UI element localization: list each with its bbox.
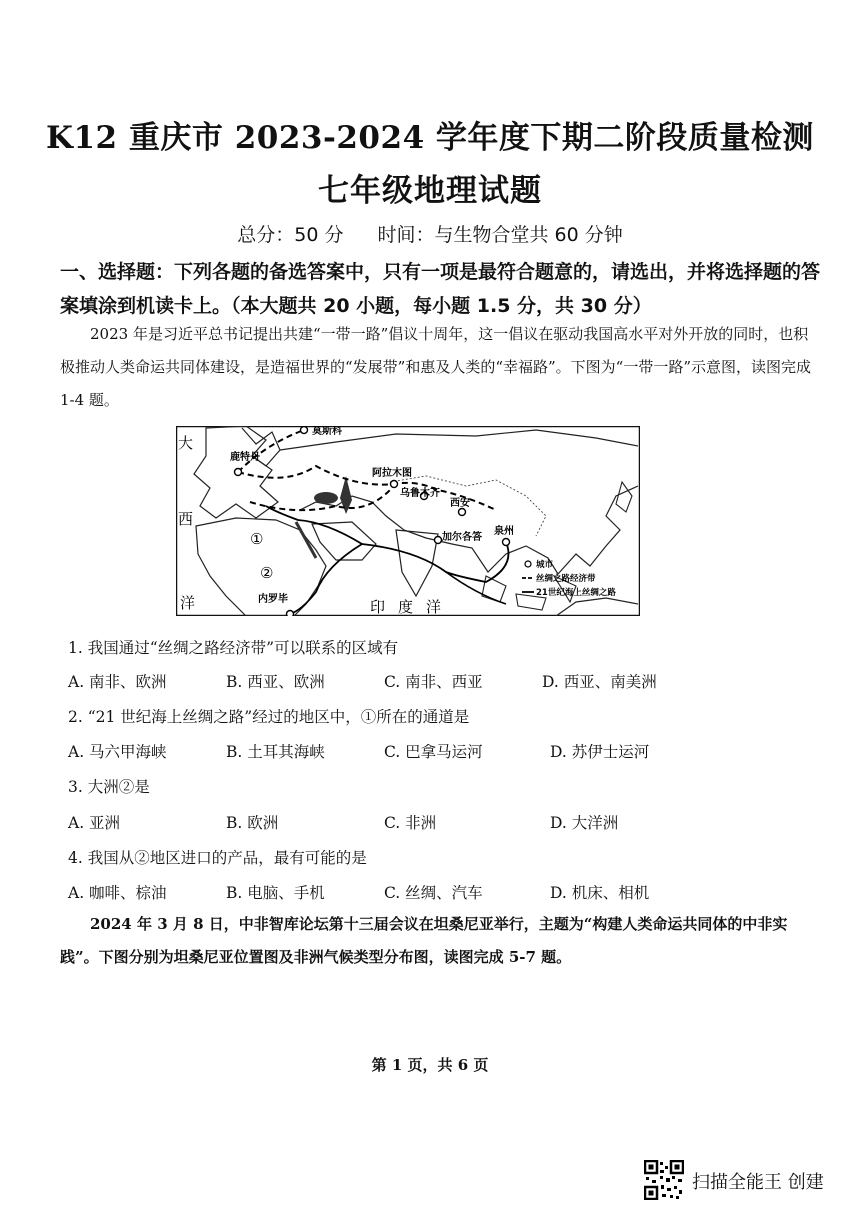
label-almaty: 阿拉木图 (372, 468, 412, 479)
label-mark-1: ① (250, 530, 264, 548)
exam-meta (0, 220, 860, 247)
legend-road: 21世纪海上丝绸之路 (536, 588, 616, 598)
q4-option-c[interactable]: C. 丝绸、汽车 (384, 884, 483, 902)
score-info: 总分：50 分 (237, 224, 344, 246)
q2-option-c[interactable]: C. 巴拿马运河 (384, 743, 483, 761)
q4-option-b[interactable]: B. 电脑、手机 (226, 884, 325, 902)
label-ocean-xi: 西 (178, 510, 194, 528)
q2-option-a[interactable]: A. 马六甲海峡 (68, 743, 167, 761)
label-kolkata: 加尔各答 (442, 532, 482, 543)
label-mark-2: ② (260, 564, 274, 582)
scanner-watermark (644, 1160, 844, 1200)
label-ocean-yang: 洋 (180, 594, 196, 612)
question-3: 3. 大洲②是 (68, 778, 150, 796)
legend-city: 城市 (536, 560, 554, 570)
q4-option-a[interactable]: A. 咖啡、棕油 (68, 884, 167, 902)
intro-paragraph-1: 2023 年是习近平总书记提出共建“一带一路”倡议十周年，这一倡议在驱动我国高水平对外开放的同时，也积极推动人类命运共同体建设，是造福世界的“发展带”和惠及人类的“幸福路”。下图为“一带一路”示意图，读图完成 1-4 题。 (60, 325, 812, 409)
page-number: 第 1 页，共 6 页 (371, 1056, 489, 1074)
label-ocean-yin: 印 (370, 598, 386, 616)
q3-option-b[interactable]: B. 欧洲 (226, 814, 279, 832)
legend-belt: 丝绸之路经济带 (536, 574, 596, 584)
q3-option-c[interactable]: C. 非洲 (384, 814, 437, 832)
q3-option-a[interactable]: A. 亚洲 (68, 814, 121, 832)
question-2: 2. “21 世纪海上丝绸之路”经过的地区中，①所在的通道是 (68, 708, 470, 726)
belt-and-road-map (176, 426, 640, 616)
q3-option-d[interactable]: D. 大洋洲 (550, 814, 619, 832)
q1-option-a[interactable]: A. 南非、欧洲 (68, 673, 167, 691)
label-ocean-yang2: 洋 (426, 598, 442, 616)
page-subtitle: 七年级地理试题 (318, 173, 542, 209)
label-xian: 西安 (450, 498, 470, 509)
q2-option-b[interactable]: B. 土耳其海峡 (226, 743, 325, 761)
question-1: 1. 我国通过“丝绸之路经济带”可以联系的区域有 (68, 639, 399, 657)
q1-option-c[interactable]: C. 南非、西亚 (384, 673, 483, 691)
section-instructions: 一、选择题：下列各题的备选答案中，只有一项是最符合题意的，请选出，并将选择题的答案填涂到机读卡上。（本大题共 20 小题，每小题 1.5 分，共 30 分） (60, 261, 821, 317)
label-nairobi: 内罗毕 (258, 594, 288, 605)
label-ocean-du: 度 (398, 598, 414, 616)
label-quanzhou: 泉州 (494, 526, 514, 537)
time-info: 时间：与生物合堂共 60 分钟 (377, 224, 623, 246)
q2-option-d[interactable]: D. 苏伊士运河 (550, 743, 650, 761)
label-moscow: 莫斯科 (312, 426, 342, 437)
question-4: 4. 我国从②地区进口的产品，最有可能的是 (68, 849, 367, 867)
label-urumqi: 乌鲁木齐 (400, 488, 440, 499)
intro-paragraph-2: 2024 年 3 月 8 日，中非智库论坛第十三届会议在坦桑尼亚举行，主题为“构建人类命运共同体的中非实践”。下图分别为坦桑尼亚位置图及非洲气候类型分布图，读图完成 5-7 题。 (60, 915, 788, 966)
legend-city-icon (525, 561, 531, 567)
scanner-brand-text: 扫描全能王 创建 (692, 1172, 824, 1193)
page-title: K12 重庆市 2023-2024 学年度下期二阶段质量检测 (46, 120, 814, 156)
label-ocean-da: 大 (178, 434, 194, 452)
q1-option-d[interactable]: D. 西亚、南美洲 (542, 673, 657, 691)
q1-option-b[interactable]: B. 西亚、欧洲 (226, 673, 325, 691)
qr-code-icon (644, 1160, 684, 1200)
label-rotterdam: 鹿特丹 (230, 452, 260, 463)
q4-option-d[interactable]: D. 机床、相机 (550, 884, 650, 902)
